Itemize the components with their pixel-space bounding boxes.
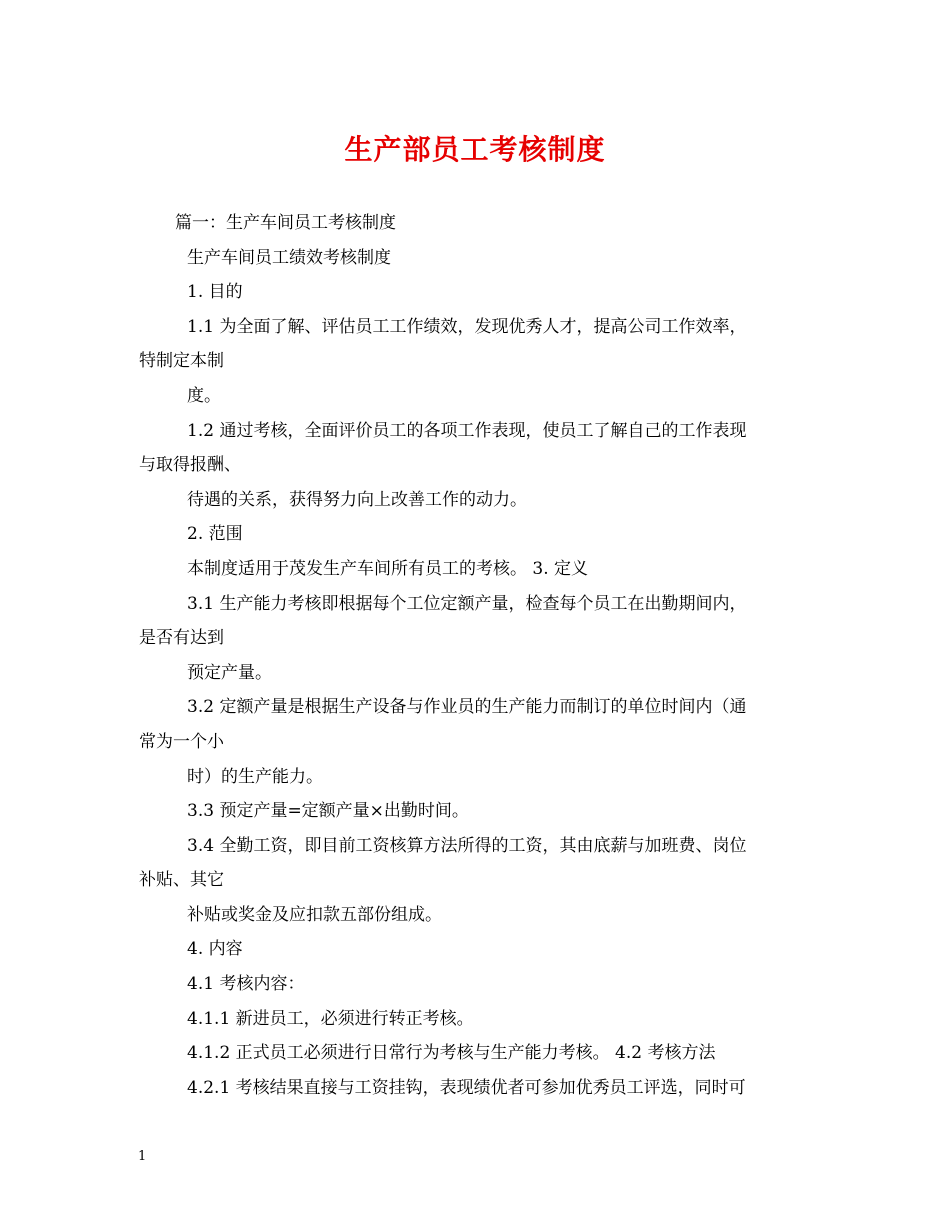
text-line: 特制定本制 <box>139 351 224 372</box>
text-line: 4. 内容 <box>187 939 243 960</box>
text-line: 3.3 预定产量=定额产量×出勤时间。 <box>187 801 469 822</box>
text-line: 2. 范围 <box>187 524 243 545</box>
text-line: 待遇的关系，获得努力向上改善工作的动力。 <box>187 489 527 510</box>
text-line: 本制度适用于茂发生产车间所有员工的考核。 3. 定义 <box>187 558 589 579</box>
page-number: 1 <box>138 1149 147 1164</box>
text-line: 4.2.1 考核结果直接与工资挂钩，表现绩优者可参加优秀员工评选，同时可 <box>187 1077 746 1098</box>
text-line: 与取得报酬、 <box>139 455 241 476</box>
text-line: 4.1 考核内容： <box>187 974 305 995</box>
text-line: 度。 <box>187 385 221 406</box>
text-line: 1. 目的 <box>187 282 243 303</box>
text-line: 篇一：生产车间员工考核制度 <box>175 213 396 233</box>
text-line: 4.1.2 正式员工必须进行日常行为考核与生产能力考核。 4.2 考核方法 <box>187 1043 716 1064</box>
text-line: 3.2 定额产量是根据生产设备与作业员的生产能力而制订的单位时间内（通 <box>187 697 747 718</box>
text-line: 补贴、其它 <box>139 870 224 891</box>
text-line: 3.1 生产能力考核即根据每个工位定额产量，检查每个员工在出勤期间内， <box>187 593 747 614</box>
text-line: 补贴或奖金及应扣款五部份组成。 <box>187 904 442 925</box>
document-body <box>139 206 811 1105</box>
text-line: 3.4 全勤工资，即目前工资核算方法所得的工资，其由底薪与加班费、岗位 <box>187 835 747 856</box>
document-title: 生产部员工考核制度 <box>344 133 606 166</box>
text-line: 常为一个小 <box>139 731 224 752</box>
text-line: 1.1 为全面了解、评估员工工作绩效，发现优秀人才，提高公司工作效率， <box>187 316 747 337</box>
text-line: 是否有达到 <box>139 628 224 649</box>
text-line: 生产车间员工绩效考核制度 <box>187 247 391 268</box>
text-line: 4.1.1 新进员工，必须进行转正考核。 <box>187 1008 474 1029</box>
text-line: 1.2 通过考核，全面评价员工的各项工作表现，使员工了解自己的工作表现 <box>187 420 747 441</box>
text-line: 时）的生产能力。 <box>187 766 323 787</box>
text-line: 预定产量。 <box>187 662 272 683</box>
